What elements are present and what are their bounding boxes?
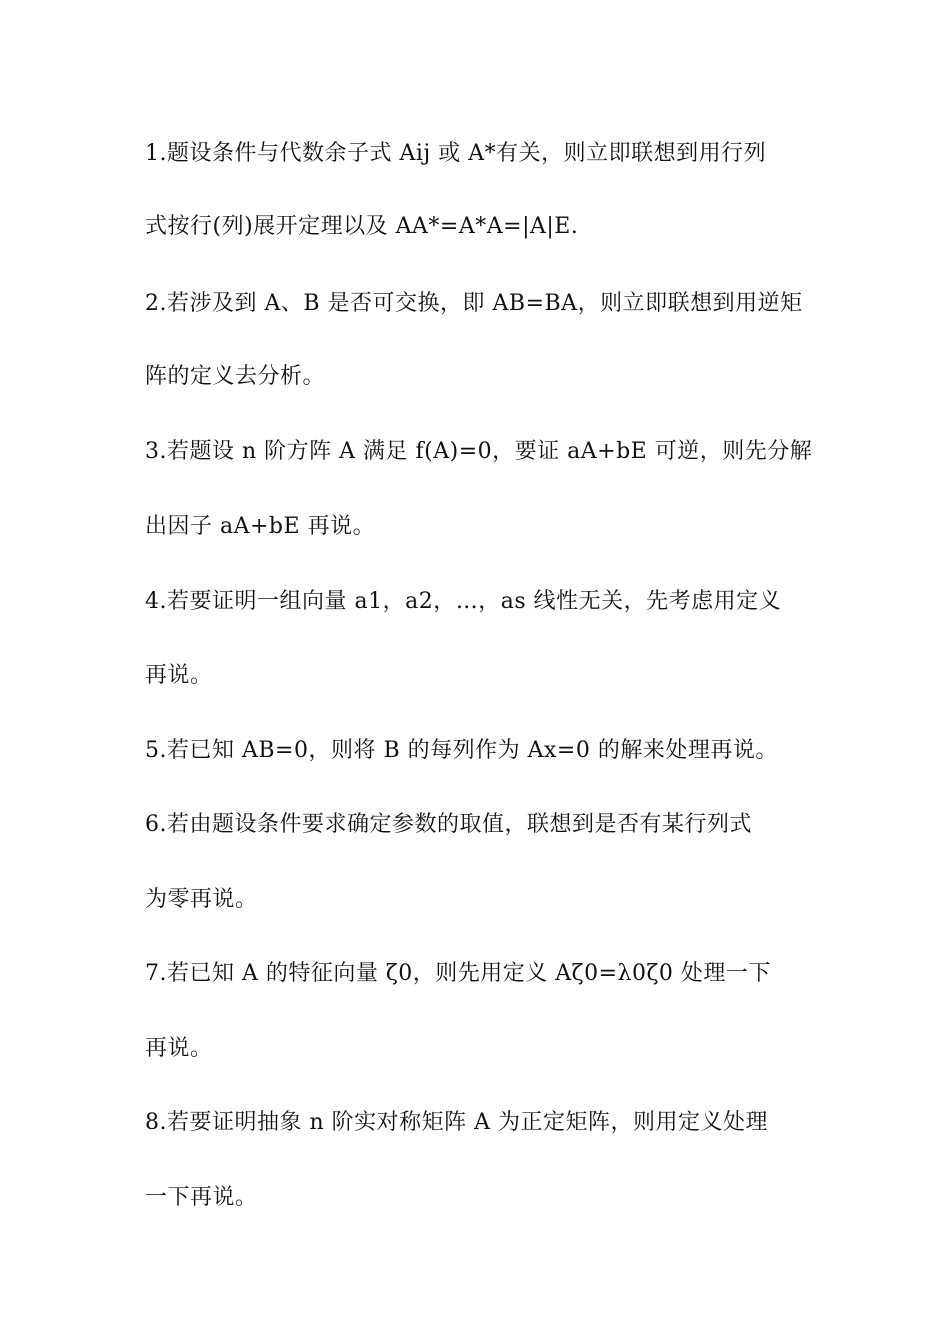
item-2-line-1: 2.若涉及到 A、B 是否可交换，即 AB=BA，则立即联想到用逆矩 (145, 291, 803, 316)
item-4-line-2: 再说。 (145, 663, 213, 688)
item-6-line-1: 6.若由题设条件要求确定参数的取值，联想到是否有某行列式 (145, 812, 752, 837)
item-3-line-1: 3.若题设 n 阶方阵 A 满足 f(A)=0，要证 aA+bE 可逆，则先分解 (145, 439, 813, 464)
item-3-line-2: 出因子 aA+bE 再说。 (145, 514, 376, 539)
item-1-line-1: 1.题设条件与代数余子式 Aij 或 A*有关，则立即联想到用行列 (145, 141, 767, 166)
item-4-line-1: 4.若要证明一组向量 a1，a2，…，as 线性无关，先考虑用定义 (145, 589, 782, 614)
item-1-line-2: 式按行(列)展开定理以及 AA*=A*A=|A|E. (145, 214, 579, 239)
item-5-line-1: 5.若已知 AB=0，则将 B 的每列作为 Ax=0 的解来处理再说。 (145, 738, 778, 763)
item-7-line-2: 再说。 (145, 1036, 213, 1061)
item-2-line-2: 阵的定义去分析。 (145, 364, 326, 389)
item-8-line-2: 一下再说。 (145, 1185, 258, 1210)
item-6-line-2: 为零再说。 (145, 887, 258, 912)
item-7-line-1: 7.若已知 A 的特征向量 ζ0，则先用定义 Aζ0=λ0ζ0 处理一下 (145, 961, 771, 986)
item-8-line-1: 8.若要证明抽象 n 阶实对称矩阵 A 为正定矩阵，则用定义处理 (145, 1110, 769, 1135)
